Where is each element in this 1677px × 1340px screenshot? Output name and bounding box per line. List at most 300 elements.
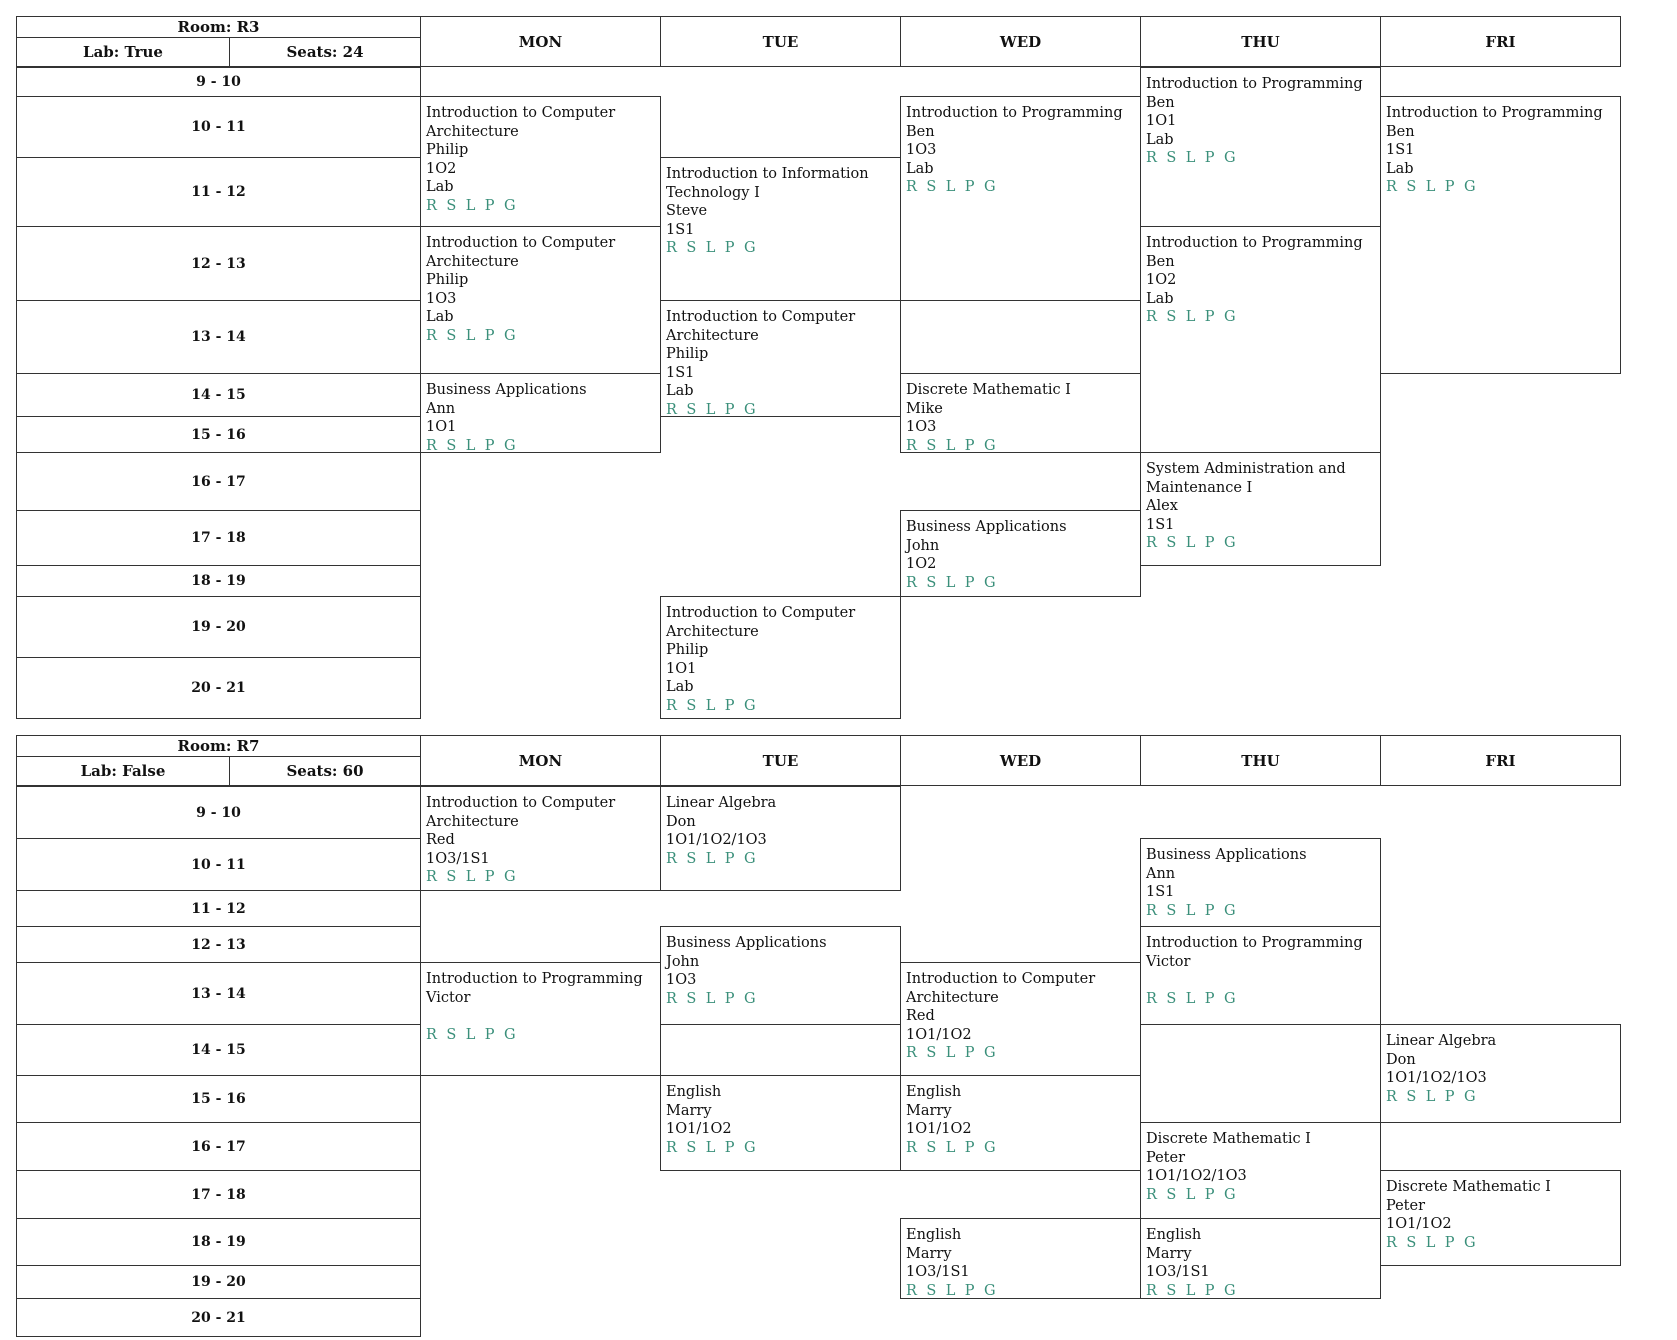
time-slot: 11 - 12 bbox=[16, 890, 421, 927]
class-actions bbox=[426, 437, 655, 453]
action-s-link[interactable]: S bbox=[1166, 990, 1179, 1007]
class-title: Business Applications bbox=[906, 519, 1067, 535]
lab-flag: Lab bbox=[1146, 131, 1174, 148]
action-l-link[interactable]: L bbox=[705, 240, 718, 257]
action-p-link[interactable]: P bbox=[484, 197, 497, 214]
action-r-link[interactable]: R bbox=[666, 850, 680, 867]
action-p-link[interactable]: P bbox=[724, 1139, 737, 1156]
day-header-tue: TUE bbox=[660, 16, 901, 67]
class-block[interactable] bbox=[660, 786, 901, 891]
time-slot: 14 - 15 bbox=[16, 373, 421, 417]
group-code: 1O1/1O2 bbox=[666, 1121, 732, 1138]
class-block[interactable] bbox=[900, 96, 1141, 301]
action-r-link[interactable]: R bbox=[1386, 1088, 1400, 1105]
class-title: Introduction to Computer Architecture bbox=[426, 795, 616, 830]
class-title: Introduction to Programming bbox=[1386, 105, 1603, 121]
instructor-name: Ben bbox=[906, 123, 935, 140]
action-r-link[interactable]: R bbox=[666, 990, 680, 1007]
action-g-link[interactable]: G bbox=[503, 1026, 518, 1043]
action-g-link[interactable]: G bbox=[743, 240, 758, 257]
action-l-link[interactable]: L bbox=[945, 179, 958, 196]
class-block[interactable] bbox=[1380, 1024, 1621, 1123]
time-slot: 10 - 11 bbox=[16, 96, 421, 158]
action-l-link[interactable]: L bbox=[1185, 535, 1198, 552]
action-p-link[interactable]: P bbox=[484, 437, 497, 453]
action-p-link[interactable]: P bbox=[724, 240, 737, 257]
action-p-link[interactable]: P bbox=[1204, 902, 1217, 919]
instructor-name: Peter bbox=[1146, 1149, 1186, 1166]
action-p-link[interactable]: P bbox=[1204, 535, 1217, 552]
class-actions bbox=[1386, 1088, 1615, 1107]
action-l-link[interactable]: L bbox=[465, 327, 478, 344]
action-s-link[interactable]: S bbox=[686, 240, 699, 257]
instructor-name: Marry bbox=[1146, 1245, 1192, 1262]
class-actions bbox=[1146, 1282, 1375, 1299]
lab-flag: Lab bbox=[1146, 290, 1174, 307]
class-block[interactable] bbox=[1140, 1218, 1381, 1299]
group-code: 1O1/1O2/1O3 bbox=[1146, 1168, 1247, 1185]
action-s-link[interactable]: S bbox=[686, 990, 699, 1007]
class-block[interactable] bbox=[660, 926, 901, 1025]
action-l-link[interactable]: L bbox=[1185, 1282, 1198, 1299]
class-title: Introduction to Programming bbox=[906, 105, 1123, 121]
class-title: English bbox=[1146, 1227, 1202, 1243]
group-code: 1S1 bbox=[666, 221, 695, 238]
instructor-name: Don bbox=[666, 813, 696, 830]
action-s-link[interactable]: S bbox=[926, 437, 939, 453]
action-s-link[interactable]: S bbox=[926, 1282, 939, 1299]
lab-flag: Lab bbox=[666, 383, 694, 400]
class-title: Business Applications bbox=[666, 935, 827, 951]
action-p-link[interactable]: P bbox=[724, 990, 737, 1007]
action-g-link[interactable]: G bbox=[983, 437, 998, 453]
time-slot: 17 - 18 bbox=[16, 510, 421, 566]
action-r-link[interactable]: R bbox=[666, 240, 680, 257]
time-slot: 20 - 21 bbox=[16, 657, 421, 719]
class-actions bbox=[906, 1282, 1135, 1299]
instructor-name: Philip bbox=[426, 272, 469, 289]
action-l-link[interactable]: L bbox=[945, 1045, 958, 1062]
class-block[interactable] bbox=[420, 226, 661, 374]
class-block[interactable] bbox=[1140, 452, 1381, 566]
class-title: System Administration and Maintenance I bbox=[1146, 461, 1346, 496]
instructor-name: Steve bbox=[666, 203, 708, 220]
group-code: 1O3 bbox=[666, 972, 697, 989]
class-actions bbox=[666, 990, 895, 1009]
instructor-name: Alex bbox=[1146, 498, 1178, 515]
action-p-link[interactable]: P bbox=[964, 1139, 977, 1156]
instructor-name: Ben bbox=[1146, 94, 1175, 111]
class-title: Introduction to Computer Architecture bbox=[426, 235, 616, 270]
instructor-name: Ben bbox=[1386, 123, 1415, 140]
day-header-mon: MON bbox=[420, 16, 661, 67]
action-s-link[interactable]: S bbox=[686, 401, 699, 417]
action-p-link[interactable]: P bbox=[724, 401, 737, 417]
action-l-link[interactable]: L bbox=[705, 990, 718, 1007]
action-s-link[interactable]: S bbox=[446, 869, 459, 886]
group-code: 1O1/1O2/1O3 bbox=[666, 832, 767, 849]
instructor-name: Ann bbox=[1146, 865, 1176, 882]
class-block[interactable] bbox=[900, 962, 1141, 1076]
action-s-link[interactable]: S bbox=[1406, 1088, 1419, 1105]
action-g-link[interactable]: G bbox=[743, 1139, 758, 1156]
action-r-link[interactable]: R bbox=[666, 1139, 680, 1156]
class-actions bbox=[906, 1044, 1135, 1063]
action-g-link[interactable]: G bbox=[503, 197, 518, 214]
action-r-link[interactable]: R bbox=[1146, 309, 1160, 326]
instructor-name: Marry bbox=[906, 1245, 952, 1262]
action-g-link[interactable]: G bbox=[1223, 990, 1238, 1007]
action-g-link[interactable]: G bbox=[983, 179, 998, 196]
class-actions bbox=[426, 197, 655, 216]
action-g-link[interactable]: G bbox=[503, 869, 518, 886]
class-title: Business Applications bbox=[1146, 847, 1307, 863]
action-r-link[interactable]: R bbox=[1146, 1186, 1160, 1203]
action-p-link[interactable]: P bbox=[1204, 1186, 1217, 1203]
class-block[interactable] bbox=[1140, 226, 1381, 453]
action-r-link[interactable]: R bbox=[1146, 902, 1160, 919]
class-title: Introduction to Programming bbox=[1146, 235, 1363, 251]
class-block[interactable] bbox=[1140, 1122, 1381, 1219]
class-actions bbox=[906, 574, 1135, 593]
action-l-link[interactable]: L bbox=[1425, 1234, 1438, 1251]
action-s-link[interactable]: S bbox=[1166, 1282, 1179, 1299]
time-slot: 13 - 14 bbox=[16, 300, 421, 374]
seats-label: Seats: 24 bbox=[229, 37, 421, 67]
group-code bbox=[1146, 971, 1375, 990]
action-s-link[interactable]: S bbox=[446, 437, 459, 453]
action-p-link[interactable]: P bbox=[1204, 309, 1217, 326]
class-block[interactable] bbox=[420, 962, 661, 1076]
time-slot: 13 - 14 bbox=[16, 962, 421, 1025]
class-title: Introduction to Computer Architecture bbox=[906, 971, 1096, 1006]
action-p-link[interactable]: P bbox=[484, 869, 497, 886]
class-title: Introduction to Information Technology I bbox=[666, 166, 869, 201]
class-block[interactable] bbox=[900, 510, 1141, 597]
time-slot: 16 - 17 bbox=[16, 452, 421, 511]
action-g-link[interactable]: G bbox=[983, 1282, 998, 1299]
action-g-link[interactable]: G bbox=[743, 401, 758, 417]
action-p-link[interactable]: P bbox=[1444, 1234, 1457, 1251]
action-l-link[interactable]: L bbox=[705, 1139, 718, 1156]
time-slot: 19 - 20 bbox=[16, 596, 421, 658]
class-actions bbox=[1386, 178, 1615, 197]
lab-label: Lab: False bbox=[16, 756, 230, 786]
room-label: Room: R3 bbox=[16, 16, 421, 38]
day-header-tue: TUE bbox=[660, 735, 901, 786]
time-slot: 14 - 15 bbox=[16, 1024, 421, 1076]
class-actions bbox=[666, 850, 895, 869]
class-title: Business Applications bbox=[426, 382, 587, 398]
action-l-link[interactable]: L bbox=[945, 1282, 958, 1299]
class-title: Introduction to Programming bbox=[1146, 76, 1363, 92]
action-g-link[interactable]: G bbox=[1463, 1234, 1478, 1251]
lab-flag: Lab bbox=[666, 679, 694, 696]
action-g-link[interactable]: G bbox=[743, 850, 758, 867]
action-r-link[interactable]: R bbox=[906, 437, 920, 453]
instructor-name: John bbox=[906, 537, 940, 554]
action-s-link[interactable]: S bbox=[446, 197, 459, 214]
time-slot: 17 - 18 bbox=[16, 1170, 421, 1219]
action-p-link[interactable]: P bbox=[964, 1045, 977, 1062]
action-g-link[interactable]: G bbox=[1223, 150, 1238, 167]
seats-label: Seats: 60 bbox=[229, 756, 421, 786]
action-s-link[interactable]: S bbox=[686, 850, 699, 867]
action-g-link[interactable]: G bbox=[503, 437, 518, 453]
class-actions bbox=[906, 437, 1135, 453]
class-block[interactable] bbox=[420, 96, 661, 227]
action-g-link[interactable]: G bbox=[1223, 535, 1238, 552]
day-header-mon: MON bbox=[420, 735, 661, 786]
action-l-link[interactable]: L bbox=[1425, 1088, 1438, 1105]
instructor-name: Philip bbox=[666, 346, 709, 363]
action-p-link[interactable]: P bbox=[964, 574, 977, 591]
action-l-link[interactable]: L bbox=[1425, 179, 1438, 196]
action-g-link[interactable]: G bbox=[983, 1045, 998, 1062]
day-header-fri: FRI bbox=[1380, 16, 1621, 67]
group-code: 1O3/1S1 bbox=[1146, 1264, 1210, 1281]
class-title: Introduction to Computer Architecture bbox=[666, 309, 856, 344]
group-code: 1S1 bbox=[666, 364, 695, 381]
action-r-link[interactable]: R bbox=[426, 197, 440, 214]
group-code: 1S1 bbox=[1386, 142, 1415, 159]
class-block[interactable] bbox=[660, 157, 901, 301]
class-title: English bbox=[666, 1084, 722, 1100]
group-code: 1O1 bbox=[1146, 113, 1177, 130]
class-title: Introduction to Computer Architecture bbox=[426, 105, 616, 140]
action-g-link[interactable]: G bbox=[743, 697, 758, 714]
class-title: Discrete Mathematic I bbox=[1146, 1131, 1311, 1147]
time-slot: 15 - 16 bbox=[16, 1075, 421, 1123]
action-l-link[interactable]: L bbox=[1185, 1186, 1198, 1203]
lab-label: Lab: True bbox=[16, 37, 230, 67]
action-l-link[interactable]: L bbox=[705, 401, 718, 417]
group-code: 1O1 bbox=[666, 660, 697, 677]
group-code: 1O1/1O2/1O3 bbox=[1386, 1070, 1487, 1087]
class-actions bbox=[666, 697, 895, 716]
lab-flag: Lab bbox=[426, 179, 454, 196]
room-label: Room: R7 bbox=[16, 735, 421, 757]
class-actions bbox=[1146, 149, 1375, 168]
action-r-link[interactable]: R bbox=[906, 574, 920, 591]
day-header-thu: THU bbox=[1140, 16, 1381, 67]
action-s-link[interactable]: S bbox=[1166, 535, 1179, 552]
action-l-link[interactable]: L bbox=[465, 437, 478, 453]
time-slot: 12 - 13 bbox=[16, 926, 421, 963]
action-p-link[interactable]: P bbox=[484, 327, 497, 344]
action-s-link[interactable]: S bbox=[926, 574, 939, 591]
action-s-link[interactable]: S bbox=[926, 179, 939, 196]
action-p-link[interactable]: P bbox=[964, 1282, 977, 1299]
action-p-link[interactable]: P bbox=[1444, 1088, 1457, 1105]
class-block[interactable] bbox=[1140, 67, 1381, 227]
action-r-link[interactable]: R bbox=[1146, 150, 1160, 167]
class-title: Discrete Mathematic I bbox=[906, 382, 1071, 398]
action-p-link[interactable]: P bbox=[484, 1026, 497, 1043]
class-actions bbox=[906, 178, 1135, 197]
class-block[interactable] bbox=[1140, 926, 1381, 1025]
day-header-wed: WED bbox=[900, 16, 1141, 67]
action-p-link[interactable]: P bbox=[724, 697, 737, 714]
class-title: Introduction to Programming bbox=[1146, 935, 1363, 951]
group-code: 1O2 bbox=[426, 160, 457, 177]
class-actions bbox=[1146, 534, 1375, 553]
action-r-link[interactable]: R bbox=[666, 697, 680, 714]
class-block[interactable] bbox=[420, 786, 661, 891]
action-g-link[interactable]: G bbox=[983, 1139, 998, 1156]
action-p-link[interactable]: P bbox=[1204, 150, 1217, 167]
action-r-link[interactable]: R bbox=[1386, 179, 1400, 196]
action-l-link[interactable]: L bbox=[465, 869, 478, 886]
class-block[interactable] bbox=[1140, 838, 1381, 927]
instructor-name: Red bbox=[426, 832, 455, 849]
class-actions bbox=[666, 1139, 895, 1158]
action-r-link[interactable]: R bbox=[426, 437, 440, 453]
action-r-link[interactable]: R bbox=[1146, 535, 1160, 552]
action-l-link[interactable]: L bbox=[945, 574, 958, 591]
action-g-link[interactable]: G bbox=[1463, 179, 1478, 196]
action-p-link[interactable]: P bbox=[1204, 1282, 1217, 1299]
action-l-link[interactable]: L bbox=[465, 197, 478, 214]
action-l-link[interactable]: L bbox=[1185, 309, 1198, 326]
group-code: 1O1 bbox=[426, 419, 457, 436]
group-code: 1O3/1S1 bbox=[426, 850, 490, 867]
time-slot: 18 - 19 bbox=[16, 565, 421, 597]
action-l-link[interactable]: L bbox=[465, 1026, 478, 1043]
action-r-link[interactable]: R bbox=[426, 327, 440, 344]
instructor-name: Victor bbox=[1146, 953, 1191, 970]
class-block[interactable] bbox=[660, 300, 901, 417]
action-s-link[interactable]: S bbox=[926, 1139, 939, 1156]
group-code: 1O2 bbox=[906, 556, 937, 573]
action-g-link[interactable]: G bbox=[1223, 1282, 1238, 1299]
action-r-link[interactable]: R bbox=[906, 1139, 920, 1156]
action-s-link[interactable]: S bbox=[926, 1045, 939, 1062]
time-slot: 16 - 17 bbox=[16, 1122, 421, 1171]
action-g-link[interactable]: G bbox=[1223, 902, 1238, 919]
action-l-link[interactable]: L bbox=[1185, 990, 1198, 1007]
action-g-link[interactable]: G bbox=[503, 327, 518, 344]
action-p-link[interactable]: P bbox=[964, 179, 977, 196]
class-block[interactable] bbox=[900, 373, 1141, 453]
action-r-link[interactable]: R bbox=[426, 869, 440, 886]
class-actions bbox=[1146, 308, 1375, 327]
action-s-link[interactable]: S bbox=[1166, 902, 1179, 919]
class-actions bbox=[666, 401, 895, 417]
action-p-link[interactable]: P bbox=[964, 437, 977, 453]
action-g-link[interactable]: G bbox=[983, 574, 998, 591]
instructor-name: Don bbox=[1386, 1051, 1416, 1068]
class-actions bbox=[666, 239, 895, 258]
class-title: English bbox=[906, 1227, 962, 1243]
instructor-name: Victor bbox=[426, 989, 471, 1006]
lab-flag: Lab bbox=[426, 309, 454, 326]
instructor-name: Philip bbox=[666, 642, 709, 659]
action-g-link[interactable]: G bbox=[1223, 1186, 1238, 1203]
group-code: 1O2 bbox=[1146, 272, 1177, 289]
instructor-name: Ann bbox=[426, 400, 456, 417]
action-s-link[interactable]: S bbox=[1406, 179, 1419, 196]
action-s-link[interactable]: S bbox=[1166, 1186, 1179, 1203]
action-l-link[interactable]: L bbox=[1185, 150, 1198, 167]
action-p-link[interactable]: P bbox=[724, 850, 737, 867]
class-actions bbox=[426, 1026, 655, 1045]
action-s-link[interactable]: S bbox=[1406, 1234, 1419, 1251]
action-p-link[interactable]: P bbox=[1204, 990, 1217, 1007]
class-actions bbox=[1386, 1234, 1615, 1253]
instructor-name: Ben bbox=[1146, 253, 1175, 270]
class-block[interactable] bbox=[1380, 96, 1621, 374]
group-code: 1O3/1S1 bbox=[906, 1264, 970, 1281]
action-r-link[interactable]: R bbox=[906, 1282, 920, 1299]
class-block[interactable] bbox=[900, 1218, 1141, 1299]
action-s-link[interactable]: S bbox=[686, 697, 699, 714]
instructor-name: Philip bbox=[426, 142, 469, 159]
action-s-link[interactable]: S bbox=[446, 327, 459, 344]
action-r-link[interactable]: R bbox=[666, 401, 680, 417]
class-actions bbox=[426, 327, 655, 346]
class-actions bbox=[426, 868, 655, 887]
action-s-link[interactable]: S bbox=[1166, 150, 1179, 167]
class-actions bbox=[1146, 990, 1375, 1009]
class-title: Linear Algebra bbox=[1386, 1033, 1497, 1049]
class-block[interactable] bbox=[900, 1075, 1141, 1171]
group-code: 1O3 bbox=[906, 142, 937, 159]
action-r-link[interactable]: R bbox=[906, 179, 920, 196]
action-r-link[interactable]: R bbox=[1146, 1282, 1160, 1299]
action-l-link[interactable]: L bbox=[945, 1139, 958, 1156]
group-code: 1O3 bbox=[426, 290, 457, 307]
action-s-link[interactable]: S bbox=[686, 1139, 699, 1156]
instructor-name: Red bbox=[906, 1008, 935, 1025]
action-g-link[interactable]: G bbox=[743, 990, 758, 1007]
time-slot: 10 - 11 bbox=[16, 838, 421, 891]
action-r-link[interactable]: R bbox=[1146, 990, 1160, 1007]
action-r-link[interactable]: R bbox=[906, 1045, 920, 1062]
time-slot: 18 - 19 bbox=[16, 1218, 421, 1266]
class-title: Introduction to Programming bbox=[426, 971, 643, 987]
instructor-name: John bbox=[666, 953, 700, 970]
group-code: 1O1/1O2 bbox=[906, 1026, 972, 1043]
group-code: 1S1 bbox=[1146, 884, 1175, 901]
action-l-link[interactable]: L bbox=[945, 437, 958, 453]
group-code: 1O1/1O2 bbox=[1386, 1216, 1452, 1233]
instructor-name: Mike bbox=[906, 400, 943, 417]
day-header-fri: FRI bbox=[1380, 735, 1621, 786]
action-s-link[interactable]: S bbox=[1166, 309, 1179, 326]
class-block[interactable] bbox=[420, 373, 661, 453]
class-title: Introduction to Computer Architecture bbox=[666, 605, 856, 640]
class-title: Discrete Mathematic I bbox=[1386, 1179, 1551, 1195]
action-l-link[interactable]: L bbox=[1185, 902, 1198, 919]
action-l-link[interactable]: L bbox=[705, 850, 718, 867]
action-p-link[interactable]: P bbox=[1444, 179, 1457, 196]
group-code: 1O3 bbox=[906, 419, 937, 436]
class-title: English bbox=[906, 1084, 962, 1100]
class-block[interactable] bbox=[1380, 1170, 1621, 1266]
action-s-link[interactable]: S bbox=[446, 1026, 459, 1043]
time-slot: 19 - 20 bbox=[16, 1265, 421, 1299]
time-slot: 9 - 10 bbox=[16, 67, 421, 97]
action-r-link[interactable]: R bbox=[1386, 1234, 1400, 1251]
action-l-link[interactable]: L bbox=[705, 697, 718, 714]
action-g-link[interactable]: G bbox=[1463, 1088, 1478, 1105]
action-r-link[interactable]: R bbox=[426, 1026, 440, 1043]
action-g-link[interactable]: G bbox=[1223, 309, 1238, 326]
group-code bbox=[426, 1007, 655, 1026]
class-block[interactable] bbox=[660, 1075, 901, 1171]
class-block[interactable] bbox=[660, 596, 901, 719]
